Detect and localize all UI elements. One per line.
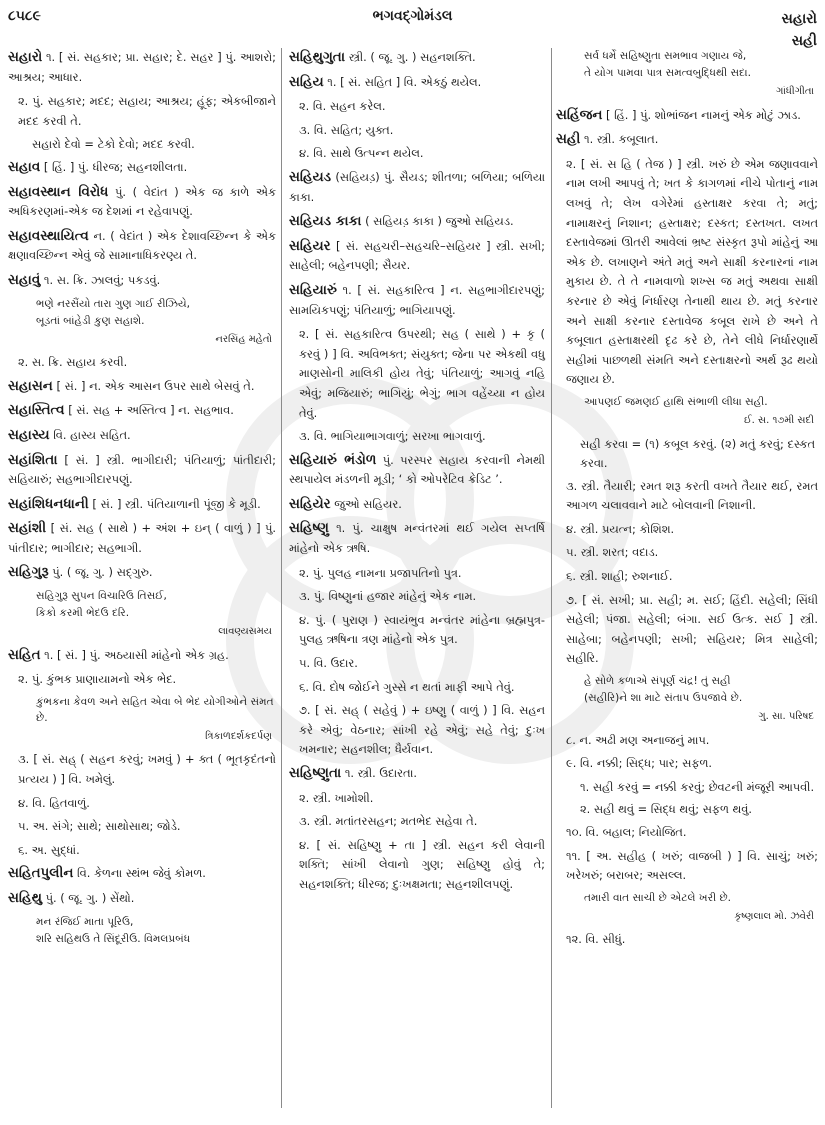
definition-text: ૧. [ સં. સહકારિત્વ ] ન. સહભાગીદારપણું; સામયિકપણું; પંતિયાળું; ભાગિયાપણું. [289,282,546,317]
definition-text: વિ. હાસ્ય સહિત. [53,427,131,442]
column-divider [281,48,282,1108]
sense-item: ૪. [ સં. સહિષ્ણુ + તા ] સ્ત્રી. સહન કરી લેવાની શક્તિ; સાંખી લેવાનો ગુણ; સહિષ્ણુ હોવું તે; સહનશક્તિ; ધીરજ; દુઃખક્ષમતા; સહનશીલપણું. [299,837,545,891]
sense-item: ૪. વિ. હિતવાળું. [18,795,90,810]
sense-item: ૮. ન. અઢી મણ અનાજનું માપ. [566,732,710,747]
quotation-line: આપણઈ જમણઈ હાથિ સંભાળી લીધા સહી. [584,395,768,408]
sense-item: ૨. સ. ક્રિ. સહાય કરવી. [18,355,128,370]
dictionary-entry [8,519,276,558]
dictionary-entry [289,73,545,93]
headword: સહાવસ્થાયિત્વ [8,227,89,244]
definition-text: ૧. સ્ત્રી. ઉદારતા. [344,766,418,780]
definition-text: ૧. સ્ત્રી. કબૂલાત. [584,132,659,147]
dictionary-entry [289,495,545,515]
definition-text: [ હિં. ] પું. શોભાંજન નામનું એક મોટું ઝાડ. [606,107,801,122]
quotation-line: હે સોળે કળાએ સંપૂર્ણ ચંદ્ર! તું સહી [584,675,731,688]
quotation-line: તમારી વાત સાચી છે એટલે ખરી છે. [584,891,732,904]
definition-text: પું. પરસ્પર સહાય કરવાની નેમથી સ્થપાયેલ મંડળની મૂડી; ‘ કો ઓપરેટિવ ક્રેડિટ ’. [289,452,545,487]
dictionary-entry [8,158,276,178]
definition-text: [ હિં. ] પું. ધીરજ; સહનશીલતા. [43,159,188,174]
quotation-line: શરિ સહિથઉ તે સિંદૂરીઉ. વિમલપ્રબંધ [36,932,191,945]
sense-item: ૫. અ. સંગે; સાથે; સાથોસાથ; જોડે. [18,819,181,834]
dictionary-entry [289,281,545,320]
sense-item: ૧૨. વિ. સીધું. [566,932,626,947]
sense-item: ૨. પું. કુંભક પ્રાણાયામનો એક ભેદ. [18,672,177,687]
headword: સહિષ્ણુ [289,520,329,537]
headword: સહાવસ્થાન વિરોધ [8,183,109,200]
dictionary-entry [8,864,276,884]
sense-item: ૧૧. [ અ. સહીહ ( ખરું; વાજબી ) ] વિ. સાચું; ખરું; ખરેખરું; બરાબર; અસલ્લ. [566,848,818,883]
definition-text: જુઓ સહિયર. [334,496,402,511]
citation-source: ગાંધીગીતા [776,86,814,97]
sense-item: ૩. વિ. સહિત; યુક્ત. [299,122,394,137]
dictionary-entry [8,227,276,266]
definition-text: ૧. [ સં. ] પું. અઠયાસી માંહેનો એક ગ્રહ. [44,647,229,662]
sense-item: ૨. પું. પુલહ નામના પ્રજાપતિનો પુત્ર. [299,565,462,580]
column-divider [551,48,552,1108]
column-2 [289,48,545,899]
citation-source: ઈ. સ. ૧૭મી સદી [743,414,814,426]
sense-item: ૬. અ. સુદ્ધાં. [18,842,80,857]
definition-text: ૧. પું. ચાક્ષુષ મન્વંતરમાં થઈ ગયેલ સપ્તર્ષિ માંહેનો એક ઋષિ. [289,521,546,556]
headword: સહાંશિધનધાની [8,495,89,512]
definition-text: ૧. [ સં. સહિત ] વિ. એકઠું થયેલ. [327,74,482,89]
dictionary-entry [8,495,276,515]
headword: સહાંશી [8,520,47,537]
idiom-line: ૧. સહી કરવું = નક્કી કરવું; છેવટની મંજૂરી આપવી. [580,779,815,794]
definition-text: [ સં. ] સ્ત્રી. પંતિયાળાની પૂંજી કે મૂડી. [92,496,261,511]
idiom-line: ૨. સહી થવું = સિદ્ધ થવું; સફળ થવું. [580,802,752,817]
sense-item: ૨. વિ. સહન કરેલ. [299,99,386,114]
dictionary-entry [289,237,545,276]
definition-text: ૧. સ. ક્રિ. ઝાલવું; પકડવું. [43,272,161,287]
citation-source: ગુ. સા. પરિષદ [758,711,814,723]
quotation-line: બૂડતાં બાંહેડી કુણ સહાશે. [36,314,145,327]
quotation-line: મન રંજિઈ માતા પૂરિઉ, [36,915,134,928]
definition-text: પું. ( જૂ. ગુ. ) સેંથો. [45,891,135,905]
sense-item: ૩. સ્ત્રી. તૈયારી; રમત શરૂ કરતી વખતે તૈયાર થઈ, રમત આગળ ચલાવવાને માટે બોલવાની નિશાની. [566,478,818,513]
page-header [0,0,825,49]
headword: સહાવ [8,158,41,175]
dictionary-entry [289,168,545,207]
headword: સહાવું [8,271,41,288]
headword: સહિયારું [289,281,337,298]
dictionary-entry [8,401,276,421]
definition-text: ન. ( વેદાંત ) એક દેશાવચ્છિન્ન કે એક ક્ષણાવચ્છિન્ન એવું જે સામાનાધિકરણ્ય તે. [8,228,276,263]
dictionary-entry [289,48,545,68]
sense-item: ૨. પું. સહકાર; મદદ; સહાય; આશ્રય; હૂંફ; એકબીજાને મદદ કરવી તે. [18,94,276,128]
dictionary-entry [289,451,545,490]
guide-words [782,8,817,52]
sense-item: ૨. [ સં. સહકારિત્વ ઉપરથી; સહ ( સાથે ) + કૃ ( કરવું ) ] વિ. અવિભક્ત; સંયુક્ત; જેના પર એકથી વધુ માણસોની માલિકી હોય તેવું; પંતિયાળું; આગવું નહિ એવું; મજિયારું; ભાગિયું; ભેગું; ભાગ વહેંચ્યા ન હોય તેવું. [299,327,545,420]
sense-item: ૩. [ સં. સહ્ ( સહન કરવું; ખમવું ) + ક્ત ( ભૂતકૃદંતનો પ્રત્યય ) ] વિ. ખમેલું. [18,752,276,787]
dictionary-entry [289,764,545,784]
dictionary-entry [289,212,545,232]
sense-item: ૫. સ્ત્રી. શરત; વદાડ. [566,545,659,560]
headword: સહાસ્ય [8,426,50,443]
citation-source: ત્રિકાળદર્શકદર્પણ [205,730,272,742]
quotation-line: સર્વ ધર્મે સહિષ્ણુતા સમભાવ ગણાય જે, [584,50,747,62]
sense-item: ૨. [ સં. સ હિ ( તેજ ) ] સ્ત્રી. ખરું છે એમ જણાવવાને નામ લખી આપવું તે; ખત કે કાગળમાં નીચે પોતાનું નામ લખવું તે; લેખ વગેરેમાં હસ્તાક્ષર કરવા તે; મતું; નામાક્ષરનું નિશાન; હસ્તાક્ષર; દસ્કત; દસ્તખત. લખત દસ્તાવેજમાં ઊતરી આવેલાં ભ્રષ્ટ સંસ્કૃત રૂપો માંહેનું આ એક છે. લખાણને અંતે મતું અને સાક્ષી કરનારનાં નામ મુકાય છે. તે તે નામવાળો શખ્સ જ મતું અથવા સાક્ષી કરનાર છે એવું નિર્ધારણ તેનાથી થાય છે. મતું કરનાર અને સાક્ષી કરનાર દસ્તાવેજ કબૂલ રાખે છે અને તે કબૂલાત હસ્તાક્ષરથી દૃઢ કરે છે, તેને લીધે નિર્ધારણાર્થે સહીમાં પાછળથી સંમતિ અને દસ્તાક્ષરનો અર્થ રૂઢ થયો જણાય છે. [566,156,818,387]
idiom-line: સહી કરવા = (૧) કબૂલ કરવું. (૨) મતું કરવું; દસ્કત કરવા. [580,436,816,471]
quotation-line: ભણે નરસૈંયો તારા ગુણ ગાઈ રીઝિયે, [36,297,191,310]
headword: સહિત [8,646,41,663]
citation-source: લાવણ્યસમય [218,626,272,638]
sense-item: ૪. વિ. સાથે ઉત્પન્ન થયેલ. [299,146,424,161]
definition-text: પું. ( જૂ. ગુ. ) સદ્‌ગુરુ. [52,565,153,580]
definition-text: [ સં. ] સ્ત્રી. ભાગીદારી; પંતિયાળું; પાંતીદારી; સહિયારું; સહભાગીદારપણું. [8,452,276,487]
headword: સહિથુગુતા [289,49,346,65]
headword: સહિયડ [289,168,332,185]
headword: સહી [556,131,581,148]
definition-text: ( સહિયડ઼ કાકા ) જુઓ સહિયડ. [365,214,514,229]
dictionary-entry [8,271,276,291]
headword: સહિગુરૂ [8,564,49,581]
dictionary-entry [8,646,276,666]
headword: સહિતપુલીન [8,865,74,882]
sense-item: ૭. [ સં. સખી; પ્રા. સહી; મ. સઈ; હિંદી. સહેલી; સિંધી સહેલી; પંજા. સહેલી; બંગા. સઈ ઉત્ક. સઈ ] સ્ત્રી. સાહેબા; બહેનપણી; સખી; સહિયર; મિત્ર સાહેલી; સહીરિ. [566,592,818,666]
sense-item: ૪. પું. ( પુરાણ ) સ્વાયંભુવ મન્વંતર માંહેના બ્રહ્મપુત્ર-પુલહ ઋષિના ત્રણ માંહેનો એક પુત્ર. [299,612,545,647]
sense-item: ૩. વિ. ભાગિયાભાગવાળું; સરખા ભાગવાળું. [299,429,486,444]
headword: સહિયારું ભંડોળ [289,451,377,468]
sense-item: ૨. સ્ત્રી. ખામોશી. [299,790,374,805]
page-number: ૮૫૮૯ [8,8,41,24]
quotation-line: તે યોગ પામવા પાત્ર સમત્વબુદ્ધિથી સદા. [584,67,751,79]
dictionary-entry [8,563,276,583]
dictionary-entry [8,48,276,87]
quotation-line: કુંભકના કેવળ અને સહિત એવા બે ભેદ યોગીઓને સંમત છે. [36,695,274,724]
quotation-line: સહિગુરૂ સુપન વિચારિઉ તિસઈ, [36,590,167,603]
dictionary-entry [8,889,276,909]
dictionary-entry [289,519,545,558]
citation-source: નરસિંહ મહેતો [215,333,272,345]
headword: સહાસ્તિત્વ [8,402,65,419]
headword: સહિયેર [289,495,331,512]
dictionary-entry [8,451,276,490]
dictionary-entry [556,106,818,126]
definition-text: [ સં. સહ ( સાથે ) + અંશ + ઇન્ ( વાળું ) ] પું. પાંતીદાર; ભાગીદાર; સહભાગી. [8,521,276,555]
dictionary-entry [556,130,818,150]
definition-text: સ્ત્રી. ( જૂ. ગુ. ) સહનશક્તિ. [348,50,476,64]
headword: સહાંશિતા [8,451,58,468]
column-3 [556,48,818,954]
headword: સહિય [289,73,324,90]
headword: સહિયર [289,237,331,254]
definition-text: ૧. [ સં. સહકાર; પ્રા. સહાર; દે. સહર ] પું. આશરો; આશ્રય; આધાર. [8,50,276,84]
definition-text: વિ. કેળના સ્થંભ જેવું કોમળ. [77,866,206,881]
definition-text: [ સં. સહચરી–સહચરિ–સહિયર ] સ્ત્રી. સખી; સાહેલી; બહેનપણી; સૈયર. [289,238,545,273]
sense-item: ૧૦. વિ. બહાલ; નિયોજિત. [566,825,687,839]
sense-item: ૩. સ્ત્રી. મતાંતરસહન; મતભેદ સહેવા તે. [299,814,478,829]
book-title: ભગવદ્‌ગોમંડલ [372,8,453,24]
guide-word-first: સહારો [781,11,817,27]
sense-item: ૭. [ સં. સહ્ ( સહેવું ) + ઇષ્ણુ ( વાળું ) ] વિ. સહન કરે એવું; વેઠનાર; સાંખી રહે એવું; સહે તેવું; દુઃખ ખમનાર; સહનશીલ; ધૈર્યવાન. [299,703,545,757]
headword: સહાસન [8,377,53,394]
headword: સહિયડ કાકા [289,213,362,230]
idiom-line: સહારો દેવો = ટેકો દેવો; મદદ કરવી. [32,137,195,152]
definition-text: [ સં. સહ + અસ્તિત્વ ] ન. સહભાવ. [68,403,234,418]
headword: સહારો [8,49,43,65]
definition-text: [ સં. ] ન. એક આસન ઉપર સાથે બેસવું તે. [56,378,255,393]
guide-word-last: સહી [791,33,817,49]
column-1 [8,48,276,948]
sense-item: ૬. સ્ત્રી. શાહી; રુશનાઈ. [566,569,673,584]
dictionary-entry [8,426,276,446]
dictionary-entry [8,183,276,222]
sense-item: ૪. સ્ત્રી. પ્રયત્ન; કોશિશ. [566,521,675,536]
sense-item: ૫. વિ. ઉદાર. [299,656,358,671]
sense-item: ૯. વિ. નક્કી; સિદ્ધ; પાર; સફળ. [566,756,712,771]
headword: સહિષ્ણુતા [289,765,342,781]
definition-text: (સહિયડ઼) પું. સૈયડ; શીતળા; બળિયા; બળિયા કાકા. [289,169,546,204]
quotation-line: (સહીરિ)ને શા માટે સંતાપ ઉપજાવે છે. [584,692,743,705]
sense-item: ૩. પું. વિષ્ણુનાં હજાર માંહેનું એક નામ. [299,589,477,604]
quotation-line: કિકો કરમી ભેદઉ દરિ. [36,607,130,620]
definition-text: પું. ( વેદાંત ) એક જ કાળે એક અધિકરણમાં-એક જ દેશમાં ન રહેવાપણું. [8,184,276,219]
dictionary-entry [8,377,276,397]
headword: સહિંજન [556,106,603,123]
sense-item: ૬. વિ. દોષ જોઈને ગુસ્સે ન થતાં માફી આપે તેવું. [299,679,515,694]
citation-source: કૃષ્ણલાલ મો. ઝવેરી [734,910,814,922]
headword: સહિથુ [8,890,42,906]
